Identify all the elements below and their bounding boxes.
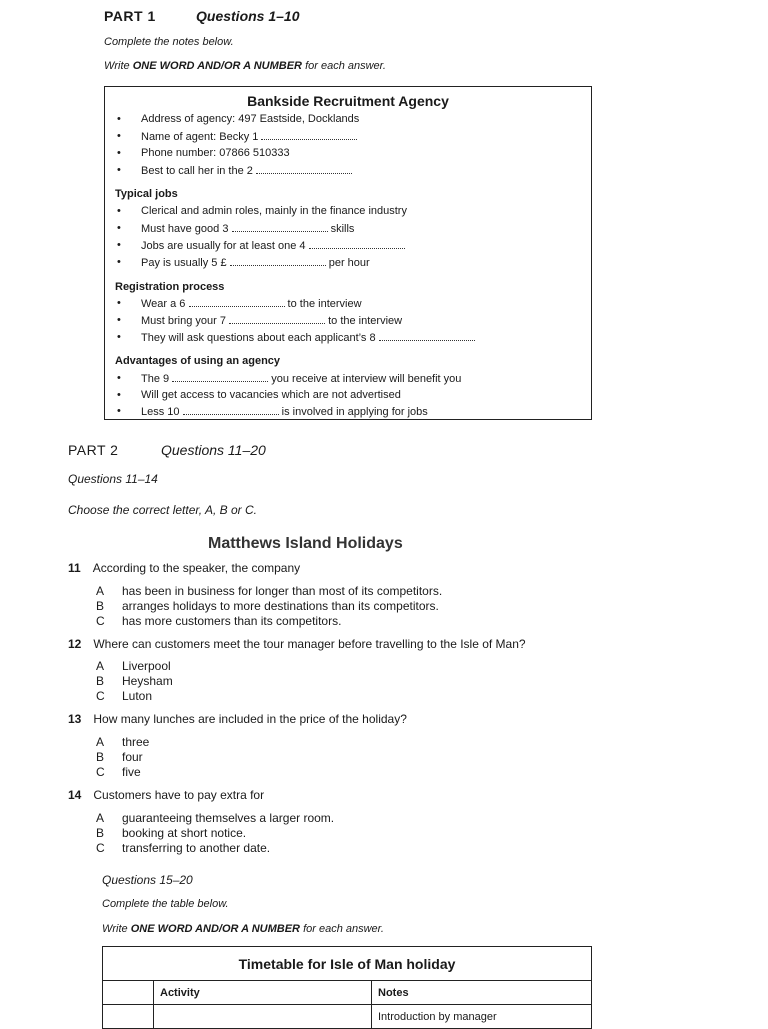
- q13-option-b[interactable]: B four: [96, 750, 143, 764]
- typical-jobs-item-1: • Clerical and admin roles, mainly in the finance industry: [117, 205, 407, 217]
- timetable-table: [102, 946, 592, 1029]
- question-13: 13 How many lunches are included in the price of the holiday?: [68, 712, 407, 726]
- contact-agent-name: • Name of agent: Becky 1: [141, 130, 357, 143]
- part2-instruction-2: Complete the table below.: [102, 898, 229, 910]
- typical-jobs-item-2: • Must have good 3 skills: [117, 222, 355, 235]
- timetable-header-activity: Activity: [154, 981, 372, 1005]
- contact-phone: • Phone number: 07866 510333: [117, 147, 290, 159]
- q13-option-c[interactable]: C five: [96, 765, 141, 779]
- answer-gap-6[interactable]: [189, 297, 285, 307]
- part1-heading: PART 1: [104, 8, 156, 24]
- contact-best-time: • Best to call her in the 2: [141, 164, 352, 177]
- part2-heading: PART 2: [68, 442, 119, 458]
- part2-subrange-1: Questions 11–14: [68, 472, 158, 486]
- advantages-item-3: • Less 10 is involved in applying for jobs: [117, 405, 428, 418]
- timetable-title: Timetable for Isle of Man holiday: [103, 947, 592, 981]
- part2-instruction-1: Choose the correct letter, A, B or C.: [68, 503, 257, 517]
- q11-option-c[interactable]: C has more customers than its competitors.: [96, 614, 342, 628]
- timetable-header-blank: [103, 981, 154, 1005]
- notes-box: [104, 86, 592, 420]
- answer-gap-4[interactable]: [309, 239, 405, 249]
- section-advantages-heading: Advantages of using an agency: [115, 355, 281, 367]
- answer-gap-2[interactable]: [256, 164, 352, 174]
- q13-option-a[interactable]: A three: [96, 735, 150, 749]
- typical-jobs-item-4: • Pay is usually 5 £ per hour: [117, 256, 370, 269]
- part2-question-range: Questions 11–20: [161, 442, 266, 458]
- registration-item-2: • Must bring your 7 to the interview: [117, 314, 403, 327]
- q12-option-c[interactable]: C Luton: [96, 689, 153, 703]
- answer-gap-5[interactable]: [230, 256, 326, 266]
- part2-instruction-3: Write ONE WORD AND/OR A NUMBER for each answer.: [102, 923, 384, 935]
- advantages-item-1: • The 9 you receive at interview will benefit you: [117, 372, 462, 385]
- part2-subrange-2: Questions 15–20: [102, 873, 193, 887]
- notes-box-title: Bankside Recruitment Agency: [247, 93, 449, 109]
- part1-instruction-1: Complete the notes below.: [104, 36, 234, 48]
- answer-gap-7[interactable]: [229, 314, 325, 324]
- q14-option-c[interactable]: C transferring to another date.: [96, 841, 271, 855]
- timetable-header-notes: Notes: [372, 981, 592, 1005]
- timetable-row1-notes: Introduction by manager: [372, 1005, 592, 1029]
- answer-gap-9[interactable]: [172, 372, 268, 382]
- registration-item-1: • Wear a 6 to the interview: [117, 297, 362, 310]
- part2-title: Matthews Island Holidays: [208, 535, 403, 552]
- question-11: 11 According to the speaker, the company: [68, 561, 301, 575]
- q11-option-a[interactable]: A has been in business for longer than most of its competitors.: [96, 584, 443, 598]
- section-typical-jobs-heading: Typical jobs: [115, 188, 178, 200]
- q12-option-b[interactable]: B Heysham: [96, 674, 173, 688]
- timetable-row1-activity: [154, 1005, 372, 1029]
- contact-address: • Address of agency: 497 Eastside, Docklands: [117, 113, 360, 125]
- section-registration-heading: Registration process: [115, 281, 225, 293]
- q12-option-a[interactable]: A Liverpool: [96, 659, 171, 673]
- answer-gap-3[interactable]: [232, 222, 328, 232]
- advantages-item-2: • Will get access to vacancies which are not advertised: [117, 389, 401, 401]
- q11-option-b[interactable]: B arranges holidays to more destinations than its competitors.: [96, 599, 439, 613]
- part1-question-range: Questions 1–10: [196, 8, 300, 24]
- answer-gap-1[interactable]: [261, 130, 357, 140]
- answer-gap-10[interactable]: [183, 405, 279, 415]
- question-12: 12 Where can customers meet the tour manager before travelling to the Isle of Man?: [68, 637, 526, 651]
- question-14: 14 Customers have to pay extra for: [68, 788, 265, 802]
- registration-item-3: • They will ask questions about each applicant’s 8: [141, 331, 475, 344]
- typical-jobs-item-3: • Jobs are usually for at least one 4: [141, 239, 405, 252]
- q14-option-a[interactable]: A guaranteeing themselves a larger room.: [96, 811, 335, 825]
- answer-gap-8[interactable]: [379, 331, 475, 341]
- q14-option-b[interactable]: B booking at short notice.: [96, 826, 247, 840]
- part1-instruction-2: Write ONE WORD AND/OR A NUMBER for each answer.: [104, 60, 386, 72]
- timetable-row1-day: [103, 1005, 154, 1029]
